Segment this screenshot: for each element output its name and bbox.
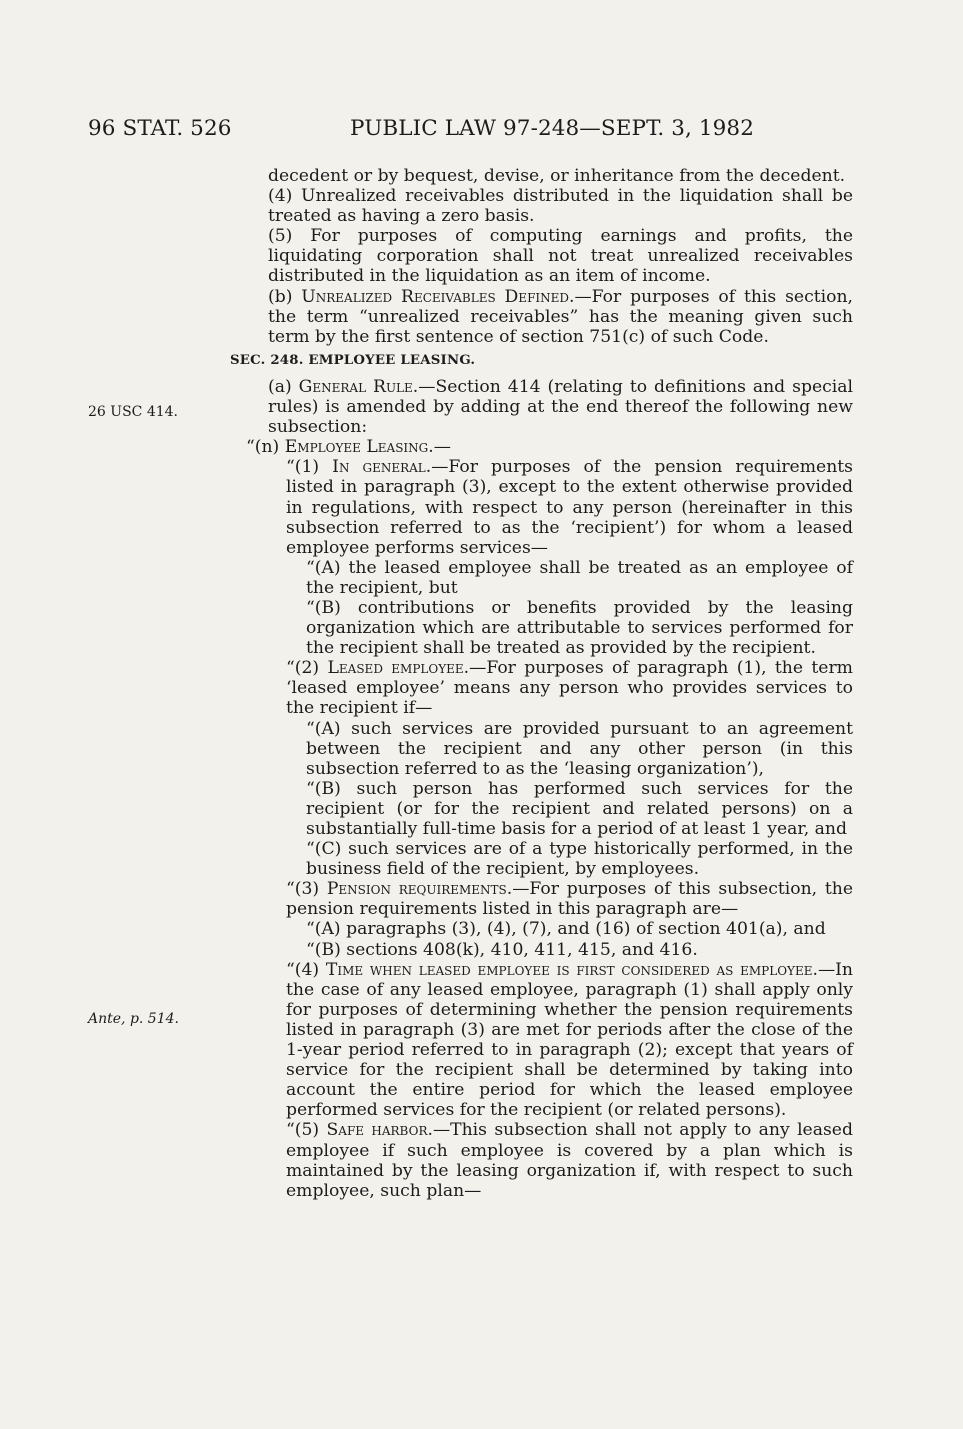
margin-note-ante: Ante, p. 514. — [88, 1011, 179, 1027]
p4-heading: Unrealized Receivables Defined. — [301, 286, 575, 307]
n3-lead: “(3) — [286, 879, 327, 900]
n4-text: —In the case of any leased employee, paragraph (1) shall apply only for purposes of determining whether the pension requirements listed in paragraph (3) are met for periods after the close of the 1-year period referred to in paragraph (2); except that years of service for the recipient shall be determined by taking into account the entire period for which the leased employee performed services for the recipient (or related persons). — [286, 959, 853, 1121]
subsection-n — [230, 437, 853, 457]
paragraph-4-unrealized: (4) Unrealized receivables distributed in the liquidation shall be treated as having a zero basis. — [268, 186, 853, 227]
a-heading: General Rule. — [298, 376, 419, 397]
n4-lead: “(4) — [286, 959, 326, 980]
paragraph-a-general-rule — [230, 377, 853, 437]
paragraph-n5 — [268, 1120, 853, 1200]
paragraph-n2 — [268, 658, 853, 718]
n3-subparagraphs — [268, 919, 853, 959]
text-body — [230, 166, 853, 1201]
n2-lead: “(2) — [286, 658, 328, 679]
n5-heading: Safe harbor. — [326, 1120, 433, 1141]
p4-text: —For purposes of this section, the term “unrealized receivables” has the meaning given such term by the first sentence of section 751(c) of such Code. — [268, 286, 853, 347]
n1-subparagraphs — [268, 558, 853, 658]
stat-page-number: 96 STAT. 526 — [88, 116, 232, 141]
margin-note-usc: 26 USC 414. — [88, 404, 178, 420]
subsection-n-content — [230, 457, 853, 1200]
n-lead: “(n) — [246, 437, 285, 458]
n3-heading: Pension requirements. — [326, 879, 513, 900]
paragraph-b-definition — [230, 287, 853, 347]
n4-heading: Time when leased employee is first considered as employee. — [325, 959, 818, 980]
paragraph-n4 — [268, 960, 853, 1121]
n5-text: —This subsection shall not apply to any leased employee if such employee is covered by a plan which is maintained by the leasing organization if, with respect to such employee, such plan— — [286, 1120, 853, 1201]
n3-text: —For purposes of this subsection, the pension requirements listed in this paragraph are— — [286, 879, 853, 920]
a-text: —Section 414 (relating to definitions and special rules) is amended by adding at the end thereof the following new subsection: — [268, 376, 853, 438]
paragraph-n2C: “(C) such services are of a type historically performed, in the business field of the recipient, by employees. — [306, 839, 853, 880]
n-text: — — [433, 437, 451, 458]
paragraph-n3B: “(B) sections 408(k), 410, 411, 415, and 416. — [306, 939, 698, 960]
n2-heading: Leased employee. — [327, 658, 470, 679]
public-law-heading: PUBLIC LAW 97-248—SEPT. 3, 1982 — [350, 116, 754, 141]
paragraph-n1A: “(A) the leased employee shall be treated as an employee of the recipient, but — [306, 557, 853, 598]
n2-text: —For purposes of paragraph (1), the term ‘leased employee’ means any person who provides services to the recipient if— — [286, 658, 853, 719]
p4-lead: (b) — [268, 286, 302, 307]
paragraph-n1 — [268, 457, 853, 557]
paragraph-n2B: “(B) such person has performed such services for the recipient (or for the recipient and related persons) on a substantially full-time basis for a period of at least 1 year, and — [306, 778, 853, 839]
paragraph-5-earnings: (5) For purposes of computing earnings and profits, the liquidating corporation shall not treat unrealized receivables distributed in the liquidation as an item of income. — [268, 226, 853, 287]
paragraph-n2A: “(A) such services are provided pursuant to an agreement between the recipient and any other person (in this subsection referred to as the ‘leasing organization’), — [306, 718, 853, 779]
a-lead: (a) — [268, 376, 299, 397]
paragraph-n1B: “(B) contributions or benefits provided by the leasing organization which are attributable to services performed for the recipient shall be treated as provided by the recipient. — [306, 597, 853, 659]
n1-lead: “(1) — [286, 457, 333, 478]
section-heading: SEC. 248. EMPLOYEE LEASING. — [230, 352, 476, 368]
paragraph-decedent: decedent or by bequest, devise, or inheritance from the decedent. — [268, 166, 846, 186]
n1-text: —For purposes of the pension requirements listed in paragraph (3), except to the extent otherwise provided in regulations, with respect to any person (hereinafter in this subsection referred to as the ‘recipient’) for whom a leased employee performs services— — [286, 457, 853, 558]
n5-lead: “(5) — [286, 1120, 327, 1141]
paragraph-n3 — [268, 879, 853, 919]
n-heading: Employee Leasing. — [284, 437, 434, 458]
paragraph-n3A: “(A) paragraphs (3), (4), (7), and (16) of section 401(a), and — [306, 919, 826, 940]
n1-heading: In general. — [332, 457, 432, 478]
n2-subparagraphs — [268, 719, 853, 880]
